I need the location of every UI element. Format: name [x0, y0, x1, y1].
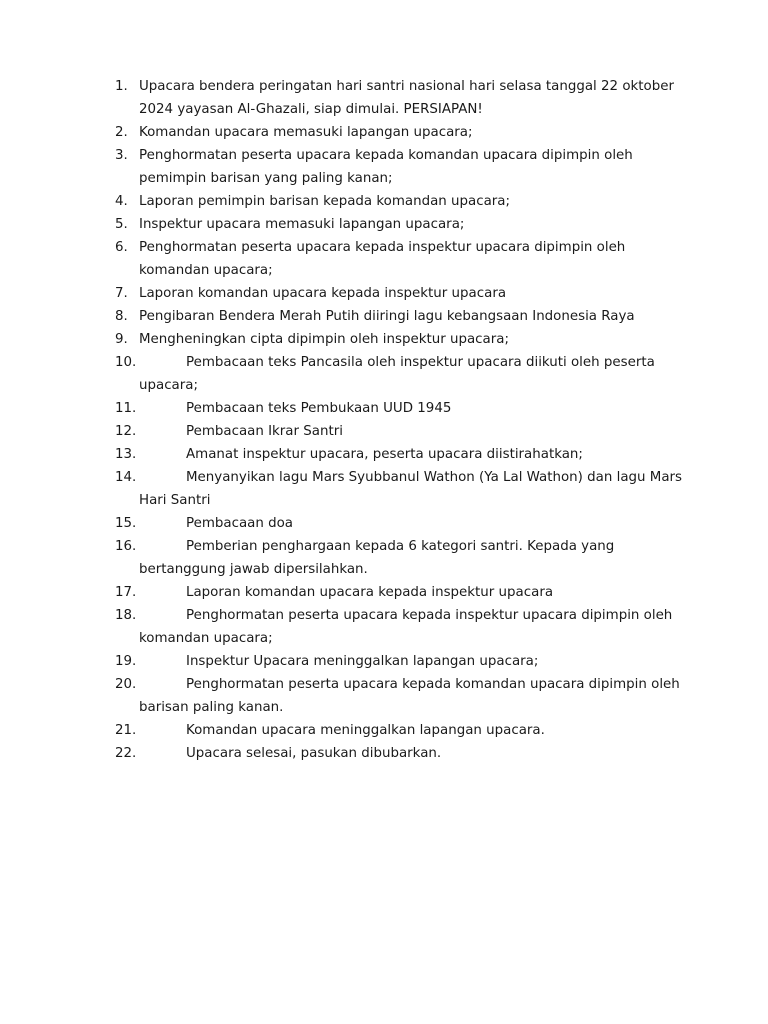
list-item-text: Pembacaan teks Pancasila oleh inspektur upacara diikuti oleh peserta upacara; — [139, 355, 655, 393]
list-item — [115, 604, 685, 650]
list-item-number: 21. — [115, 723, 137, 738]
list-item-text: Laporan komandan upacara kepada inspektur upacara — [186, 585, 554, 600]
list-item — [115, 742, 685, 765]
list-item-text: Pengibaran Bendera Merah Putih diiringi lagu kebangsaan Indonesia Raya — [139, 309, 635, 324]
list-item-number: 12. — [115, 424, 137, 439]
list-item — [115, 673, 685, 719]
list-item — [115, 236, 685, 282]
list-item — [115, 466, 685, 512]
list-item-number: 17. — [115, 585, 137, 600]
list-item-number: 20. — [115, 677, 137, 692]
list-item — [115, 512, 685, 535]
list-item-text: Inspektur upacara memasuki lapangan upacara; — [139, 217, 465, 232]
list-item-text: Komandan upacara memasuki lapangan upacara; — [139, 125, 473, 140]
list-item-text: Upacara bendera peringatan hari santri nasional hari selasa tanggal 22 oktober 2024 yayasan Al-Ghazali, siap dimulai. PERSIAPAN! — [139, 79, 674, 117]
list-item-text: Laporan pemimpin barisan kepada komandan upacara; — [139, 194, 511, 209]
list-item-number: 6. — [115, 240, 128, 255]
list-item — [115, 650, 685, 673]
list-item-number: 1. — [115, 79, 128, 94]
list-item-number: 8. — [115, 309, 128, 324]
list-item-text: Mengheningkan cipta dipimpin oleh inspektur upacara; — [139, 332, 509, 347]
list-item — [115, 535, 685, 581]
list-item-text: Pembacaan Ikrar Santri — [186, 424, 343, 439]
list-item-text: Inspektur Upacara meninggalkan lapangan upacara; — [186, 654, 539, 669]
list-item-text: Amanat inspektur upacara, peserta upacara diistirahatkan; — [186, 447, 583, 462]
list-item-text: Laporan komandan upacara kepada inspektur upacara — [139, 286, 507, 301]
list-item-number: 13. — [115, 447, 137, 462]
list-item — [115, 282, 685, 305]
list-item-number: 15. — [115, 516, 137, 531]
list-item-text: Pemberian penghargaan kepada 6 kategori santri. Kepada yang bertanggung jawab dipersilahkan. — [139, 539, 615, 577]
list-item-number: 3. — [115, 148, 128, 163]
list-item-text: Pembacaan teks Pembukaan UUD 1945 — [186, 401, 452, 416]
list-item-number: 11. — [115, 401, 137, 416]
list-item — [115, 305, 685, 328]
list-item-number: 16. — [115, 539, 137, 554]
list-item-text: Pembacaan doa — [186, 516, 294, 531]
list-item — [115, 213, 685, 236]
list-item — [115, 190, 685, 213]
list-item-number: 22. — [115, 746, 137, 761]
list-item-text: Upacara selesai, pasukan dibubarkan. — [186, 746, 442, 761]
list-item — [115, 144, 685, 190]
list-item-text: Penghormatan peserta upacara kepada komandan upacara dipimpin oleh pemimpin barisan yang paling kanan; — [139, 148, 633, 186]
list-item — [115, 75, 685, 121]
list-item-text: Komandan upacara meninggalkan lapangan upacara. — [186, 723, 545, 738]
list-item-text: Penghormatan peserta upacara kepada inspektur upacara dipimpin oleh komandan upacara; — [139, 240, 626, 278]
list-item-number: 14. — [115, 470, 137, 485]
list-item-number: 19. — [115, 654, 137, 669]
list-item-number: 9. — [115, 332, 128, 347]
list-item-number: 2. — [115, 125, 128, 140]
list-item — [115, 581, 685, 604]
list-item-number: 10. — [115, 355, 137, 370]
list-item — [115, 351, 685, 397]
list-item-number: 4. — [115, 194, 128, 209]
list-item — [115, 328, 685, 351]
list-item-text: Penghormatan peserta upacara kepada komandan upacara dipimpin oleh barisan paling kanan. — [139, 677, 680, 715]
list-item-text: Menyanyikan lagu Mars Syubbanul Wathon (Ya Lal Wathon) dan lagu Mars Hari Santri — [139, 470, 683, 508]
list-item-number: 7. — [115, 286, 128, 301]
ceremony-agenda-list — [115, 75, 685, 765]
list-item — [115, 397, 685, 420]
list-item — [115, 420, 685, 443]
list-item — [115, 121, 685, 144]
list-item-number: 18. — [115, 608, 137, 623]
list-item — [115, 443, 685, 466]
list-item — [115, 719, 685, 742]
list-item-number: 5. — [115, 217, 128, 232]
list-item-text: Penghormatan peserta upacara kepada inspektur upacara dipimpin oleh komandan upacara; — [139, 608, 673, 646]
